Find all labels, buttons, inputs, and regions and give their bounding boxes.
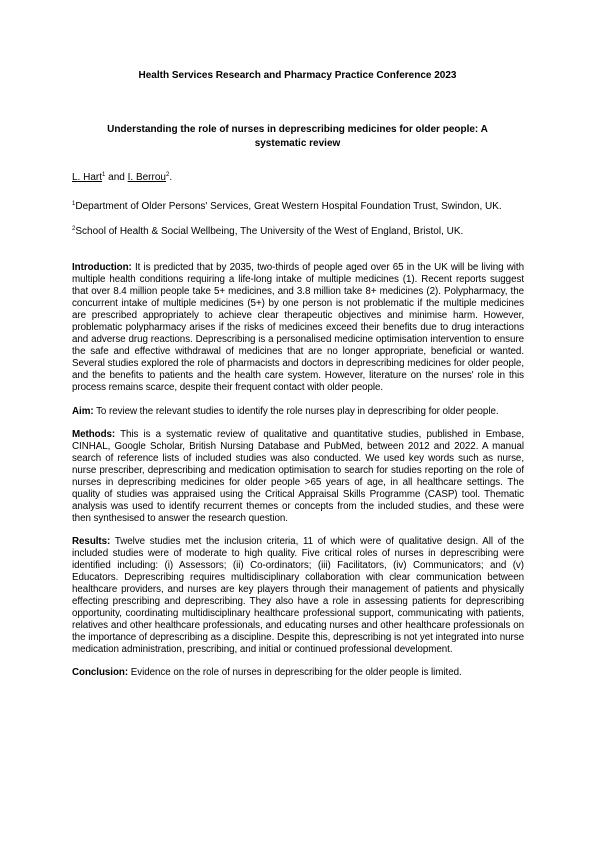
abstract-body	[72, 262, 524, 690]
introduction-section	[72, 262, 524, 395]
affiliation-1-mark: 1	[72, 201, 76, 207]
conclusion-text: Evidence on the role of nurses in deprescribing for the older people is limited.	[130, 667, 462, 679]
author-1-affiliation-mark: 1	[102, 172, 106, 178]
methods-heading: Methods:	[72, 428, 116, 440]
author-2-name: I. Berrou	[127, 172, 166, 183]
results-section	[72, 536, 524, 656]
affiliation-2	[72, 223, 524, 239]
affiliation-1-text: Department of Older Persons' Services, Great Western Hospital Foundation Trust, Swindon, UK.	[75, 201, 502, 212]
methods-text: This is a systematic review of qualitative and quantitative studies, published in Embase, CINHAL, Google Scholar, British Nursing Database and PubMed, between 2012 and 2022. A manual search of reference lists of included studies was also conducted. We used key words such as nurse, nurse prescriber, deprescribing and medication optimisation to search for studies reporting on the role of nurses in deprescribing medicines for older people >65 years of age, in all healthcare settings. The quality of studies was appraised using the Critical Appraisal Skills Programme (CASP) tool. Thematic analysis was used to identify recurrent themes or concepts from the included studies, and these were then synthesised to answer the research question.	[72, 428, 525, 524]
conclusion-heading: Conclusion:	[72, 667, 129, 679]
paper-title: Understanding the role of nurses in deprescribing medicines for older people: A systematic review	[107, 124, 488, 149]
introduction-heading: Introduction:	[72, 262, 132, 273]
affiliation-2-mark: 2	[72, 226, 76, 232]
conference-title: Health Services Research and Pharmacy Practice Conference 2023	[138, 70, 457, 81]
author-line-end: .	[169, 172, 173, 183]
results-text: Twelve studies met the inclusion criteria, 11 of which were of qualitative design. All of the included studies were of moderate to high quality. Five critical roles of nurses in deprescribing were identified including: (i) Assessors; (ii) Co-ordinators; (iii) Facilitators, (iv) Communicators; and (v) Educators. Deprescribing requires multidisciplinary collaboration with clear communication between healthcare providers, and nurses are key players through their management of patients and physically effecting prescribing and deprescribing. They also have a role in assessing patients for deprescribing opportunity, coordinating multidisciplinary healthcare professional support, communicating with patients, relatives and other healthcare professionals, and educating nurses and other healthcare professionals on the importance of deprescribing as a discipline. Despite this, deprescribing is not yet integrated into nurse medication administration, prescribing, and initial or continued professional development.	[72, 535, 524, 656]
author-2-affiliation-mark: 2	[165, 172, 170, 178]
author-connector: and	[105, 172, 128, 183]
author-line	[72, 172, 172, 183]
results-heading: Results:	[72, 535, 111, 547]
affiliation-2-text: School of Health & Social Wellbeing, The University of the West of England, Bristol, UK.	[75, 226, 464, 237]
conclusion-section	[72, 667, 524, 679]
aim-section	[72, 406, 524, 418]
introduction-text: It is predicted that by 2035, two-thirds of people aged over 65 in the UK will be living with multiple health conditions requiring a life-long intake of multiple medicines (1). Recent reports suggest that over 8.4 million people take 5+ medicines, and 3.8 million take 8+ medicines (2). Polypharmacy, the concurrent intake of multiple medicines (5+) by one person is not problematic if the multiple medicines are prescribed appropriately to achieve clear therapeutic objectives and minimise harm. However, problematic polypharmacy arises if the risks of medicines exceed their benefits due to drug interactions and adverse drug reactions. Deprescribing is a personalised medicine optimisation intervention to ensure the safe and effective withdrawal of medicines that are no longer appropriate, beneficial or wanted. Several studies explored the role of pharmacists and doctors in deprescribing medicines for older people, and the benefits to patients and the health care system. However, literature on the nurses' role in this process remains scarce, despite their frequent contact with older people.	[72, 262, 524, 394]
aim-heading: Aim:	[72, 405, 94, 417]
author-1-name: L. Hart	[72, 172, 103, 183]
aim-text: To review the relevant studies to identify the role nurses play in deprescribing for older people.	[96, 405, 499, 417]
affiliation-1	[72, 198, 524, 214]
methods-section	[72, 429, 524, 525]
